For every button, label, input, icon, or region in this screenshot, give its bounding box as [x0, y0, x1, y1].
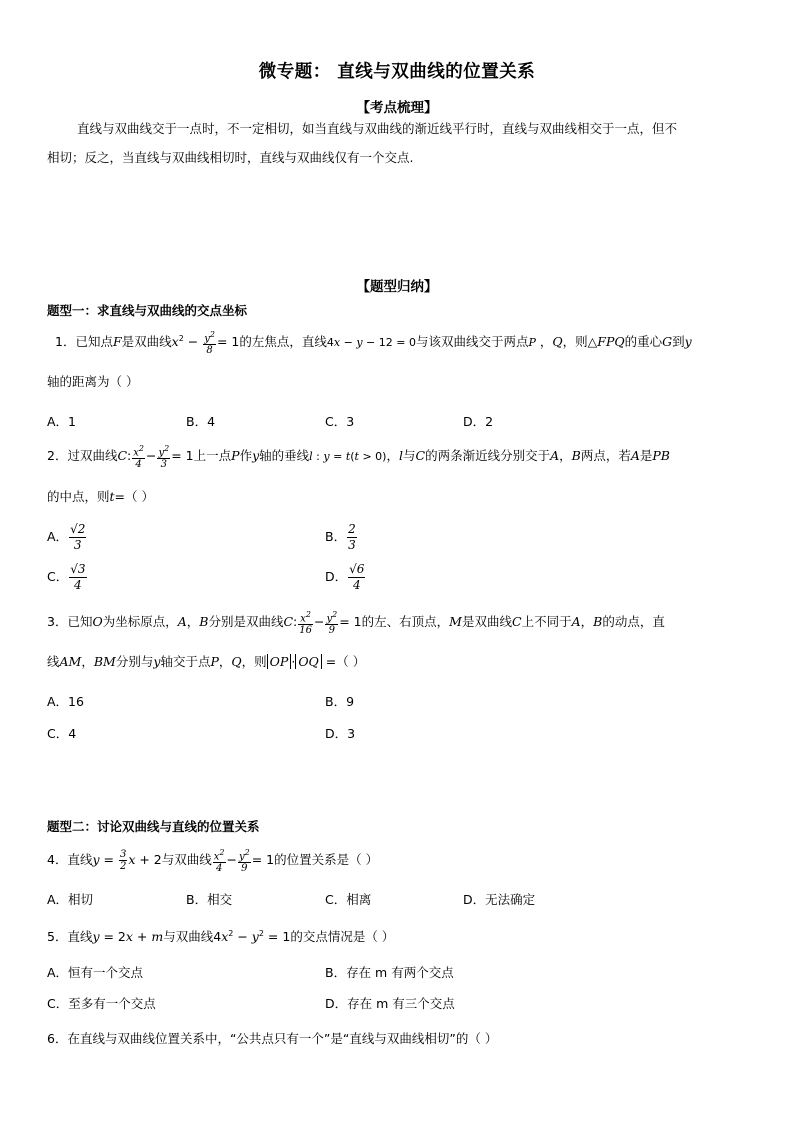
- q4-option-d[interactable]: D．无法确定: [463, 892, 536, 907]
- q2-option-a[interactable]: A． $\frac{√2}{3}$: [47, 522, 86, 552]
- question-1-line-1: 1．已知点F是双曲线$x^2$ − $\frac{y^2}{8}$ = 1的左焦点，直线4x − y − 12 = 0与该双曲线交于两点P ，Q，则△FPQ的重心G到y: [55, 329, 692, 357]
- q3-option-a[interactable]: A．16: [47, 694, 84, 709]
- points-text-line-2: 相切；反之，当直线与双曲线相切时，直线与双曲线仅有一个交点.: [47, 150, 414, 165]
- q1-option-b[interactable]: B．4: [186, 414, 216, 429]
- q5-option-b[interactable]: B．存在 m 有两个交点: [325, 965, 454, 980]
- question-1-line-2: 轴的距离为（ ）: [47, 374, 139, 389]
- q1-option-d[interactable]: D．2: [463, 414, 494, 429]
- q2-option-c[interactable]: C． $\frac{√3}{4}$: [47, 562, 86, 592]
- q1-option-a[interactable]: A．1: [47, 414, 77, 429]
- q3-option-c[interactable]: C．4: [47, 726, 77, 741]
- question-3-line-1: 3．已知O为坐标原点，A，B分别是双曲线C: $\frac{x^2}{16}$ − $\frac{y^2}{9}$ = 1的左、右顶点，M是双曲线C上不同于A，B的动点，直: [47, 609, 665, 637]
- q4-option-b[interactable]: B．相交: [186, 892, 233, 907]
- q4-option-c[interactable]: C．相离: [325, 892, 372, 907]
- type2-title: 题型二：讨论双曲线与直线的位置关系: [47, 819, 260, 834]
- q5-option-d[interactable]: D．存在 m 有三个交点: [325, 996, 455, 1011]
- q3-option-d[interactable]: D．3: [325, 726, 356, 741]
- question-2-line-1: 2．过双曲线C: $\frac{x^2}{4}$ − $\frac{y^2}{3}$ = 1上一点P作y轴的垂线l : y = t(t > 0)，l与C的两条渐近线分别交于A，B两点，若A是PB: [47, 443, 670, 471]
- question-2-line-2: 的中点，则t=（ ）: [47, 489, 154, 504]
- q3-option-b[interactable]: B．9: [325, 694, 355, 709]
- question-6-line-1: 6．在直线与双曲线位置关系中，“公共点只有一个”是“直线与双曲线相切”的（ ）: [47, 1031, 498, 1046]
- q1-option-c[interactable]: C．3: [325, 414, 355, 429]
- points-text-line-1: 直线与双曲线交于一点时，不一定相切，如当直线与双曲线的渐近线平行时，直线与双曲线相交于一点，但不: [77, 121, 678, 136]
- q2-option-d[interactable]: D． $\frac{√6}{4}$: [325, 562, 365, 592]
- question-3-line-2: 线AM，BM分别与y轴交于点P，Q，则 OP · OQ =（ ）: [47, 654, 366, 669]
- page-title: 微专题： 直线与双曲线的位置关系: [258, 62, 536, 82]
- q5-option-a[interactable]: A．恒有一个交点: [47, 965, 144, 980]
- points-header: 【考点梳理】: [356, 100, 438, 116]
- q4-option-a[interactable]: A．相切: [47, 892, 94, 907]
- types-header: 【题型归纳】: [356, 279, 438, 295]
- q5-option-c[interactable]: C．至多有一个交点: [47, 996, 156, 1011]
- question-4-line-1: 4．直线y = $\frac{3}{2}$ x + 2与双曲线 $\frac{x^2}{4}$ − $\frac{y^2}{9}$ = 1的位置关系是（ ）: [47, 847, 379, 875]
- type1-title: 题型一：求直线与双曲线的交点坐标: [47, 303, 248, 318]
- q2-option-b[interactable]: B． $\frac{2}{3}$: [325, 522, 356, 552]
- question-5-line-1: 5．直线y = 2x + m与双曲线$4x^2 - y^2 = 1$的交点情况是（ ）: [47, 929, 395, 945]
